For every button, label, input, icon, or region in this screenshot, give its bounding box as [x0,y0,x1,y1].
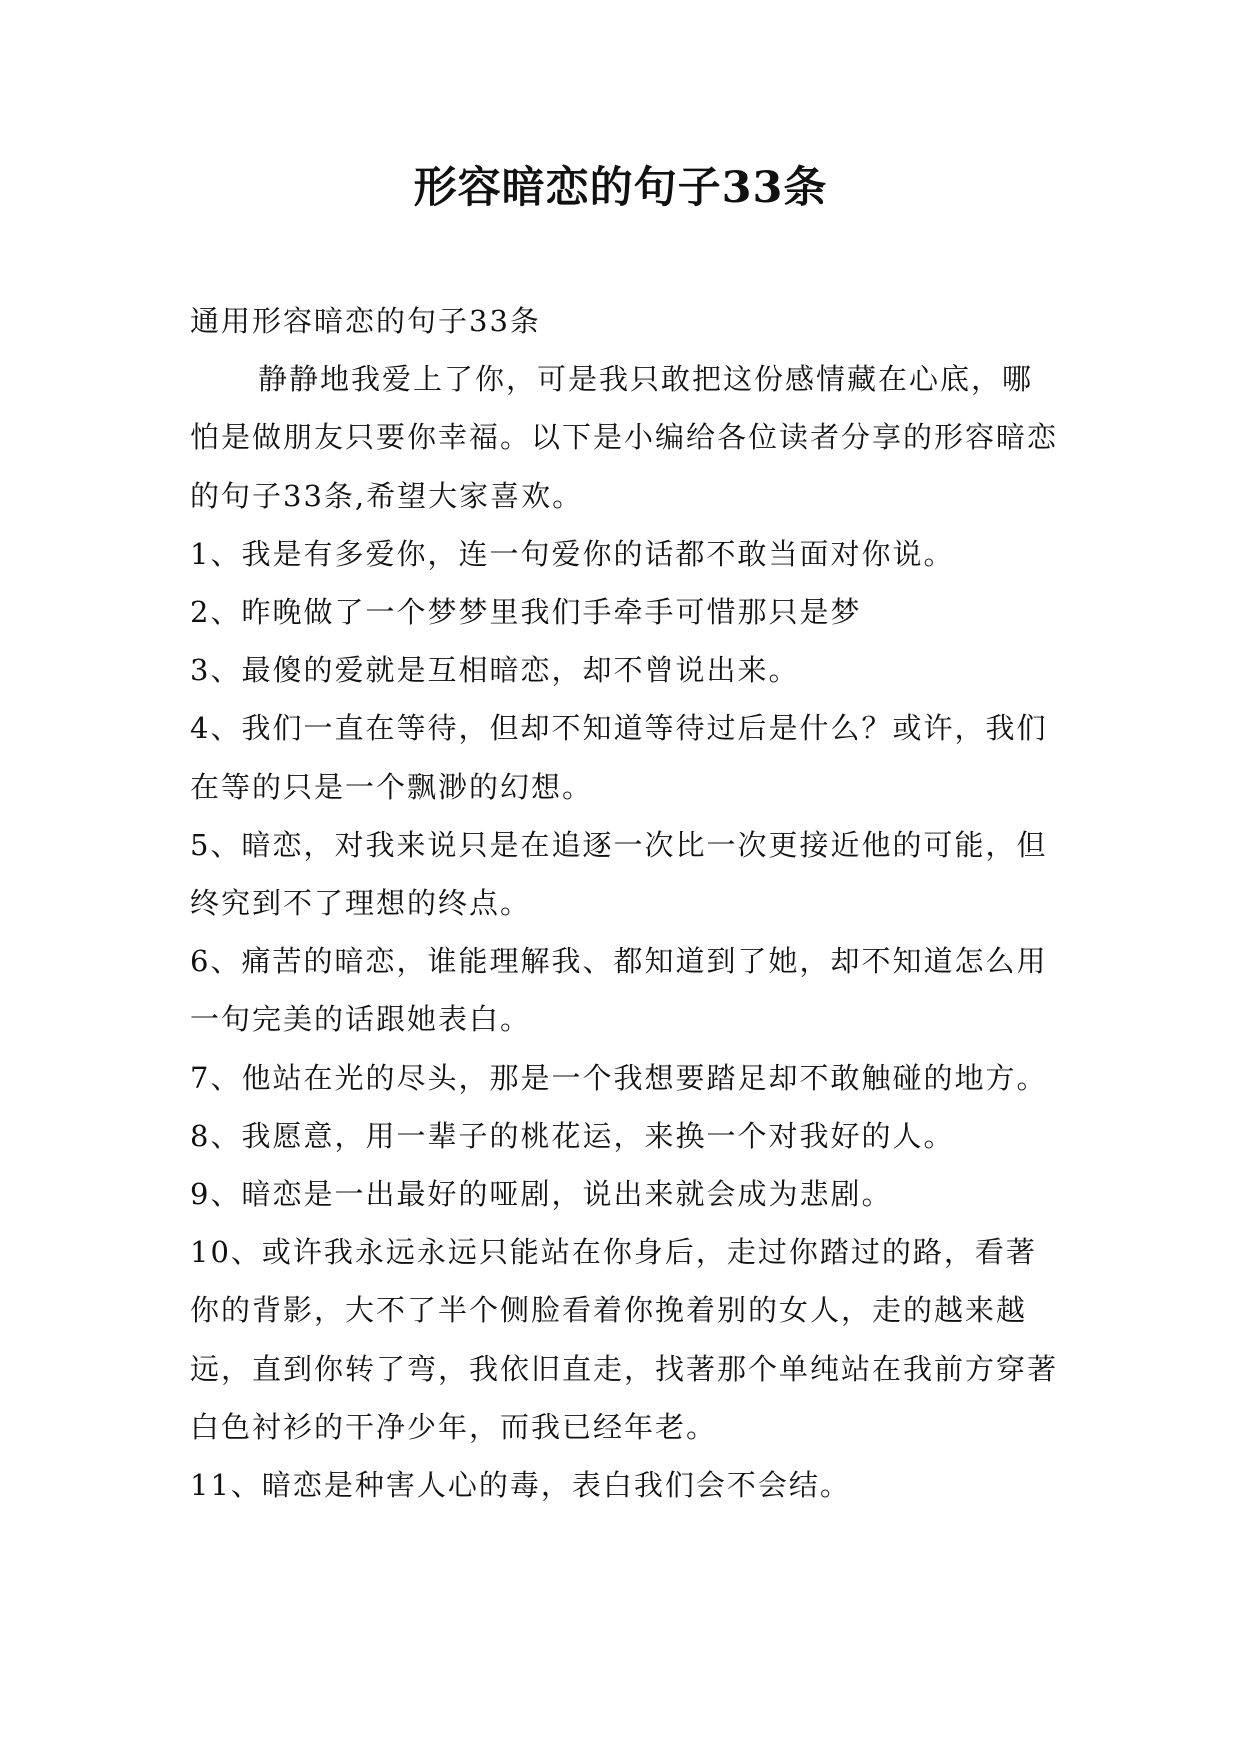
list-item: 6、痛苦的暗恋，谁能理解我、都知道到了她，却不知道怎么用一句完美的话跟她表白。 [190,944,1048,1037]
intro-paragraph: 静静地我爱上了你，可是我只敢把这份感情藏在心底，哪怕是做朋友只要你幸福。以下是小编给各位读者分享的形容暗恋的句子33条,希望大家喜欢。 [190,362,1059,513]
list-item: 3、最傻的爱就是互相暗恋，却不曾说出来。 [190,653,800,688]
document-subtitle: 通用形容暗恋的句子33条 [190,304,541,338]
document-title: 形容暗恋的句子33条 [413,163,828,213]
list-item: 8、我愿意，用一辈子的桃花运，来换一个对我好的人。 [190,1118,955,1153]
list-item: 9、暗恋是一出最好的哑剧，说出来就会成为悲剧。 [190,1177,893,1212]
list-item: 7、他站在光的尽头，那是一个我想要踏足却不敢触碰的地方。 [190,1060,1048,1095]
list-item: 4、我们一直在等待，但却不知道等待过后是什么？或许，我们在等的只是一个飘渺的幻想。 [190,711,1048,804]
list-item: 1、我是有多爱你，连一句爱你的话都不敢当面对你说。 [190,536,955,571]
list-item: 2、昨晚做了一个梦梦里我们手牵手可惜那只是梦 [190,595,862,630]
document-body [190,292,1060,1514]
list-item: 5、暗恋，对我来说只是在追逐一次比一次更接近他的可能，但终究到不了理想的终点。 [190,827,1048,921]
list-item: 11、暗恋是种害人心的毒，表白我们会不会结。 [190,1468,851,1503]
list-item: 10、或许我永远永远只能站在你身后，走过你踏过的路，看著你的背影，大不了半个侧脸看着你挽着别的女人，走的越来越远，直到你转了弯，我依旧直走，找著那个单纯站在我前方穿著白色衬衫的干净少年，而我已经年老。 [190,1235,1059,1444]
